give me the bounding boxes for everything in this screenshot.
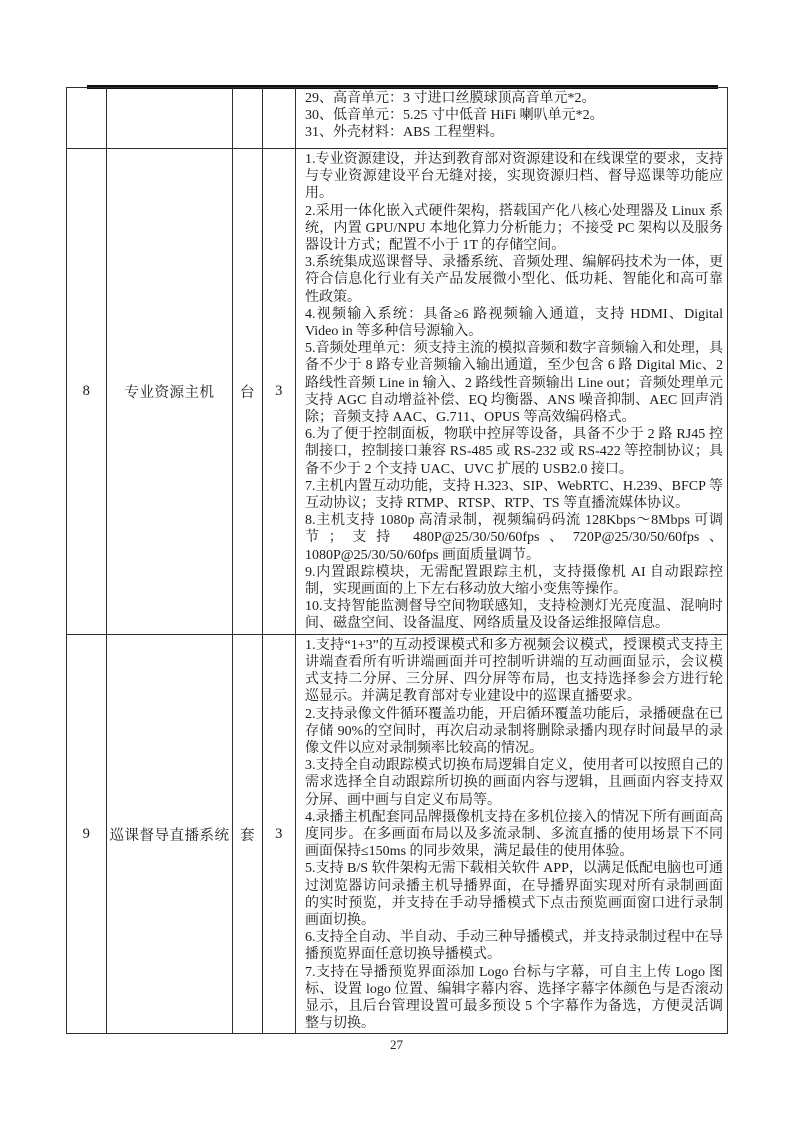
spec-item: 29、高音单元：3 寸进口丝膜球顶高音单元*2。 xyxy=(305,91,596,106)
spec-cell xyxy=(296,88,728,149)
spec-item: 2.采用一体化嵌入式硬件架构，搭载国产化八核心处理器及 Linux 系统，内置 GPU/NPU 本地化算力分析能力；不接受 PC 架构以及服务器设计方式；配置不小于 1T 的存储空间。 xyxy=(305,203,723,254)
unit-cell: 套 xyxy=(233,634,263,1034)
spec-item: 5.支持 B/S 软件架构无需下载相关软件 APP，以满足低配电脑也可通过浏览器访问录播主机导播界面，在导播界面实现对所有录制画面的实时预览，并支持在手动导播模式下点击预览画面窗口进行录制画面切换。 xyxy=(305,861,723,928)
page-number: 27 xyxy=(390,1037,403,1052)
spec-item: 7.主机内置互动功能，支持 H.323、SIP、WebRTC、H.239、BFCP 等互动协议；支持 RTMP、RTSP、RTP、TS 等直播流媒体协议。 xyxy=(305,478,723,512)
unit-cell xyxy=(233,88,263,149)
item-index-cell: 9 xyxy=(67,634,107,1034)
spec-table-body xyxy=(67,88,728,1034)
spec-item: 6.为了便于控制面板，物联中控屏等设备，具备不少于 2 路 RJ45 控制接口，控制接口兼容 RS-485 或 RS-232 或 RS-422 等控制协议；具备不少于 2 个支持 UAC、UVC 扩展的 USB2.0 接口。 xyxy=(305,427,723,477)
quantity-cell: 3 xyxy=(263,149,296,635)
unit-cell: 台 xyxy=(233,149,263,635)
item-index-cell: 8 xyxy=(67,149,107,635)
spec-item: 31、外壳材料：ABS 工程塑料。 xyxy=(305,125,504,141)
spec-item: 6.支持全自动、半自动、手动三种导播模式，并支持录制过程中在导播预览界面任意切换导播模式。 xyxy=(305,930,723,963)
spec-item: 2.支持录像文件循环覆盖功能，开启循环覆盖功能后，录播硬盘在已存储 90%的空间时，再次启动录制将删除录播内现存时间最早的录像文件以应对录制频率比较高的情况。 xyxy=(305,706,723,756)
spec-item: 1.支持“1+3”的互动授课模式和多方视频会议模式，授课模式支持主讲端查看所有听讲端画面并可控制听讲端的互动画面显示，会议模式支持二分屏、三分屏、四分屏等布局，也支持选择参会方进行轮巡显示。并满足教育部对专业建设中的巡课直播要求。 xyxy=(305,637,723,705)
spec-item: 3.支持全自动跟踪模式切换布局逻辑自定义，使用者可以按照自己的需求选择全自动跟踪所切换的画面内容与逻辑，且画面内容支持双分屏、画中画与自定义布局等。 xyxy=(305,758,723,808)
spec-item: 1.专业资源建设，并达到教育部对资源建设和在线课堂的要求，支持与专业资源建设平台无缝对接，实现资源归档、督导巡课等功能应用。 xyxy=(305,152,723,202)
item-index-cell xyxy=(67,88,107,149)
item-name-cell: 巡课督导直播系统 xyxy=(107,634,233,1034)
spec-item: 30、低音单元：5.25 寸中低音 HiFi 喇叭单元*2。 xyxy=(305,108,604,124)
spec-item: 7.支持在导播预览界面添加 Logo 台标与字幕，可自主上传 Logo 图标、设置 logo 位置、编辑字幕内容、选择字幕字体颜色与是否滚动显示，且后台管理设置可最多预设 5 个字幕作为备选，方便灵活调整与切换。 xyxy=(305,964,723,1032)
spec-item: 5.音频处理单元：须支持主流的模拟音频和数字音频输入和处理，具备不少于 8 路专业音频输入输出通道，至少包含 6 路 Digital Mic、2 路线性音频 Line in 输入、2 路线性音频输出 Line out；音频处理单元支持 AGC 自动增益补偿、EQ 均衡器、ANS 噪音抑制、AEC 回声消除；音频支持 AAC、G.711、OPUS 等高效编码格式。 xyxy=(305,341,723,426)
item-name-cell: 专业资源主机 xyxy=(107,149,233,635)
quantity-cell: 3 xyxy=(263,634,296,1034)
table-row-continuation xyxy=(67,88,728,149)
spec-item: 4.录播主机配套同品牌摄像机支持在多机位接入的情况下所有画面高度同步。在多画面布局以及多流录制、多流直播的使用场景下不同画面保持≤150ms 的同步效果，满足最佳的使用体验。 xyxy=(305,809,723,860)
table-row-item-8 xyxy=(67,149,728,635)
spec-item: 3.系统集成巡课督导、录播系统、音频处理、编解码技术为一体，更符合信息化行业有关产品发展微小型化、低功耗、智能化和高可靠性政策。 xyxy=(305,255,723,305)
spec-table xyxy=(66,87,728,1034)
spec-item: 9.内置跟踪模块，无需配置跟踪主机，支持摄像机 AI 自动跟踪控制，实现画面的上下左右移动放大缩小变焦等操作。 xyxy=(305,564,723,598)
spec-item: 10.支持智能监测督导空间物联感知，支持检测灯光亮度温、混响时间、磁盘空间、设备温度、网络质量及设备运维报障信息。 xyxy=(305,599,723,632)
spec-item: 4.视频输入系统：具备≥6 路视频输入通道，支持 HDMI、Digital Video in 等多种信号源输入。 xyxy=(305,306,723,340)
table-row-item-9 xyxy=(67,634,728,1034)
quantity-cell xyxy=(263,88,296,149)
spec-item: 8.主机支持 1080p 高清录制，视频编码码流 128Kbps～8Mbps 可调节；支持 480P@25/30/50/60fps、720P@25/30/50/60fps、1080P@25/30/50/60fps 画面质量调节。 xyxy=(305,513,723,563)
spec-cell xyxy=(296,149,728,635)
spec-cell xyxy=(296,634,728,1034)
item-name-cell xyxy=(107,88,233,149)
